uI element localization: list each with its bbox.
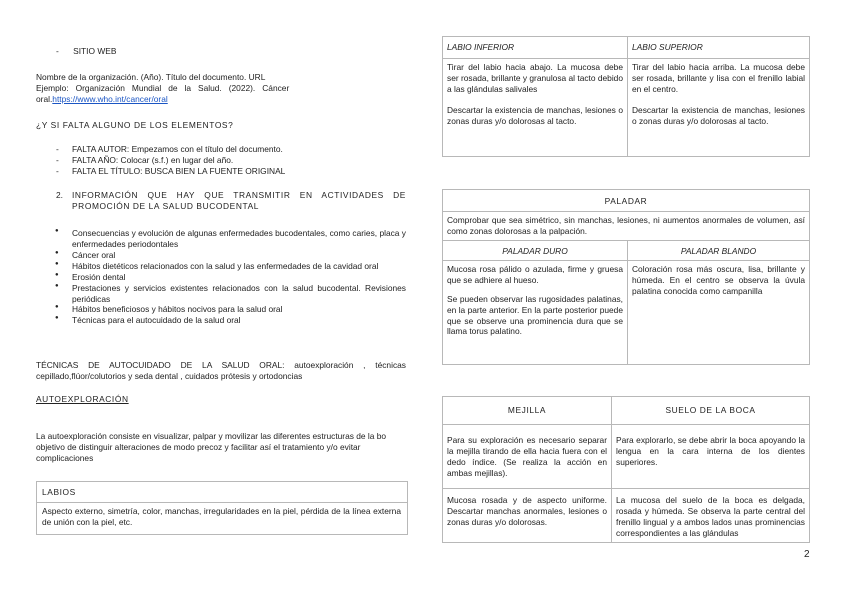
paladar-table [442, 189, 810, 365]
missing-elements-list [56, 144, 406, 177]
paragraph: Coloración rosa más oscura, lisa, brillante y húmeda. En el centro se observa la úvula palatina conocida como campanilla [632, 263, 805, 296]
paladar-duro-cell [443, 260, 628, 364]
labios-text: Aspecto externo, simetría, color, manchas, irregularidades en la piel, pérdida de la línea externa de unión con la piel, etc. [42, 506, 401, 527]
paragraph: Mucosa rosa pálido o azulada, firme y gruesa que se adhiere al hueso. [447, 263, 623, 285]
labios-box [36, 481, 408, 535]
labio-inferior-cell [443, 59, 628, 157]
labio-superior-cell [628, 59, 810, 157]
labio-table [442, 36, 810, 157]
paladar-title: PALADAR [443, 190, 810, 212]
sitio-web-item [56, 46, 116, 57]
paladar-description: Comprobar que sea simétrico, sin manchas, lesiones, ni aumentos anormales de volumen, así como zonas dolorosas a la palpación. [443, 212, 810, 241]
list-item: ● Hábitos beneficiosos y hábitos nocivos para la salud oral [72, 304, 406, 315]
labios-title: LABIOS [42, 487, 76, 497]
citation-prefix: oral. [36, 94, 53, 104]
paragraph: Descartar la existencia de manchas, lesiones o zonas duras y/o dolorosas al tacto. [447, 104, 623, 126]
list-item: - FALTA AÑO: Colocar (s.f.) en lugar del año. [56, 154, 234, 165]
who-url-link[interactable]: https://www.who.int/cancer/oral [52, 94, 168, 104]
citation-example-line1: Ejemplo: Organización Mundial de la Salud. (2022). Cáncer [36, 83, 290, 93]
missing-elements-question: ¿Y SI FALTA ALGUNO DE LOS ELEMENTOS? [36, 120, 234, 130]
list-item: ● Técnicas para el autocuidado de la salud oral [72, 315, 406, 326]
paladar-blando-cell [628, 260, 810, 364]
list-item: ● Consecuencias y evolución de algunas enfermedades bucodentales, como caries, placa y enfermedades periodontales [72, 228, 406, 250]
list-item: - FALTA AUTOR: Empezamos con el título del documento. [56, 144, 283, 154]
paragraph: Descartar la existencia de manchas, lesiones o zonas duras y/o dolorosas al tacto. [632, 104, 805, 126]
paladar-duro-header: PALADAR DURO [443, 240, 628, 260]
list-item: ● Prestaciones y servicios existentes relacionados con la salud bucodental. Revisiones periódicas [72, 283, 406, 305]
suelo-exploration-cell: Para explorarlo, se debe abrir la boca apoyando la lengua en la cara interna de los dientes superiores. [612, 425, 810, 489]
section-2-number: 2. [56, 190, 63, 200]
list-item: ● Erosión dental [72, 272, 406, 283]
labio-superior-header: LABIO SUPERIOR [628, 37, 810, 59]
self-care-techniques: TÉCNICAS DE AUTOCUIDADO DE LA SALUD ORAL: autoexploración , técnicas cepillado,flúor/colutorios y seda dental , cuidados prótesis y ortodoncias [36, 360, 406, 381]
mejilla-header: MEJILLA [443, 397, 612, 425]
suelo-boca-header: SUELO DE LA BOCA [612, 397, 810, 425]
citation-format: Nombre de la organización. (Año). Título del documento. URL [36, 72, 266, 82]
list-item: ● Hábitos dietéticos relacionados con la salud y las enfermedades de la cavidad oral [72, 261, 406, 272]
autoexploracion-text: La autoexploración consiste en visualizar, palpar y movilizar las diferentes estructuras de la bo objetivo de distinguir alteraciones de modo precoz y facilitar así el tratamiento y/o evitar complicaciones [36, 431, 387, 463]
info-list [72, 228, 406, 326]
list-item: ● Cáncer oral [72, 250, 406, 261]
paragraph: Se pueden observar las rugosidades palatinas, en la parte anterior. En la parte posterior puede que se observe una prominencia dura que se llama torus palatino. [447, 293, 623, 337]
citation-example-line2 [36, 94, 406, 105]
mejilla-mucosa-cell: Mucosa rosada y de aspecto uniforme. Descartar manchas anormales, lesiones o zonas duras y/o dolorosas. [443, 489, 612, 543]
paladar-blando-header: PALADAR BLANDO [628, 240, 810, 260]
page-number: 2 [804, 549, 810, 560]
paragraph: Tirar del labio hacia arriba. La mucosa debe ser rosada, brillante y lisa con el frenillo labial en el centro. [632, 62, 805, 94]
mejilla-exploration-cell: Para su exploración es necesario separar la mejilla tirando de ella hacia fuera con el dedo índice. (Se realiza la acción en ambas mejillas). [443, 425, 612, 489]
sitio-web-label: SITIO WEB [73, 46, 117, 56]
section-2-title: INFORMACIÓN QUE HAY QUE TRANSMITIR EN ACTIVIDADES DE PROMOCIÓN DE LA SALUD BUCODENTAL [72, 190, 406, 211]
paragraph: Tirar del labio hacia abajo. La mucosa debe ser rosada, brillante y granulosa al tacto debido a las glándulas salivales [447, 62, 623, 94]
labio-inferior-header: LABIO INFERIOR [443, 37, 628, 59]
mejilla-table [442, 396, 810, 543]
dash-bullet: - [56, 46, 59, 56]
autoexploracion-heading: AUTOEXPLORACIÓN [36, 394, 129, 404]
list-item: - FALTA EL TÍTULO: BUSCA BIEN LA FUENTE ORIGINAL [56, 165, 286, 176]
suelo-mucosa-cell: La mucosa del suelo de la boca es delgada, rosada y húmeda. Se observa la parte central del frenillo lingual y a ambos lados unas prominencias correspondientes a las glándulas [612, 489, 810, 543]
